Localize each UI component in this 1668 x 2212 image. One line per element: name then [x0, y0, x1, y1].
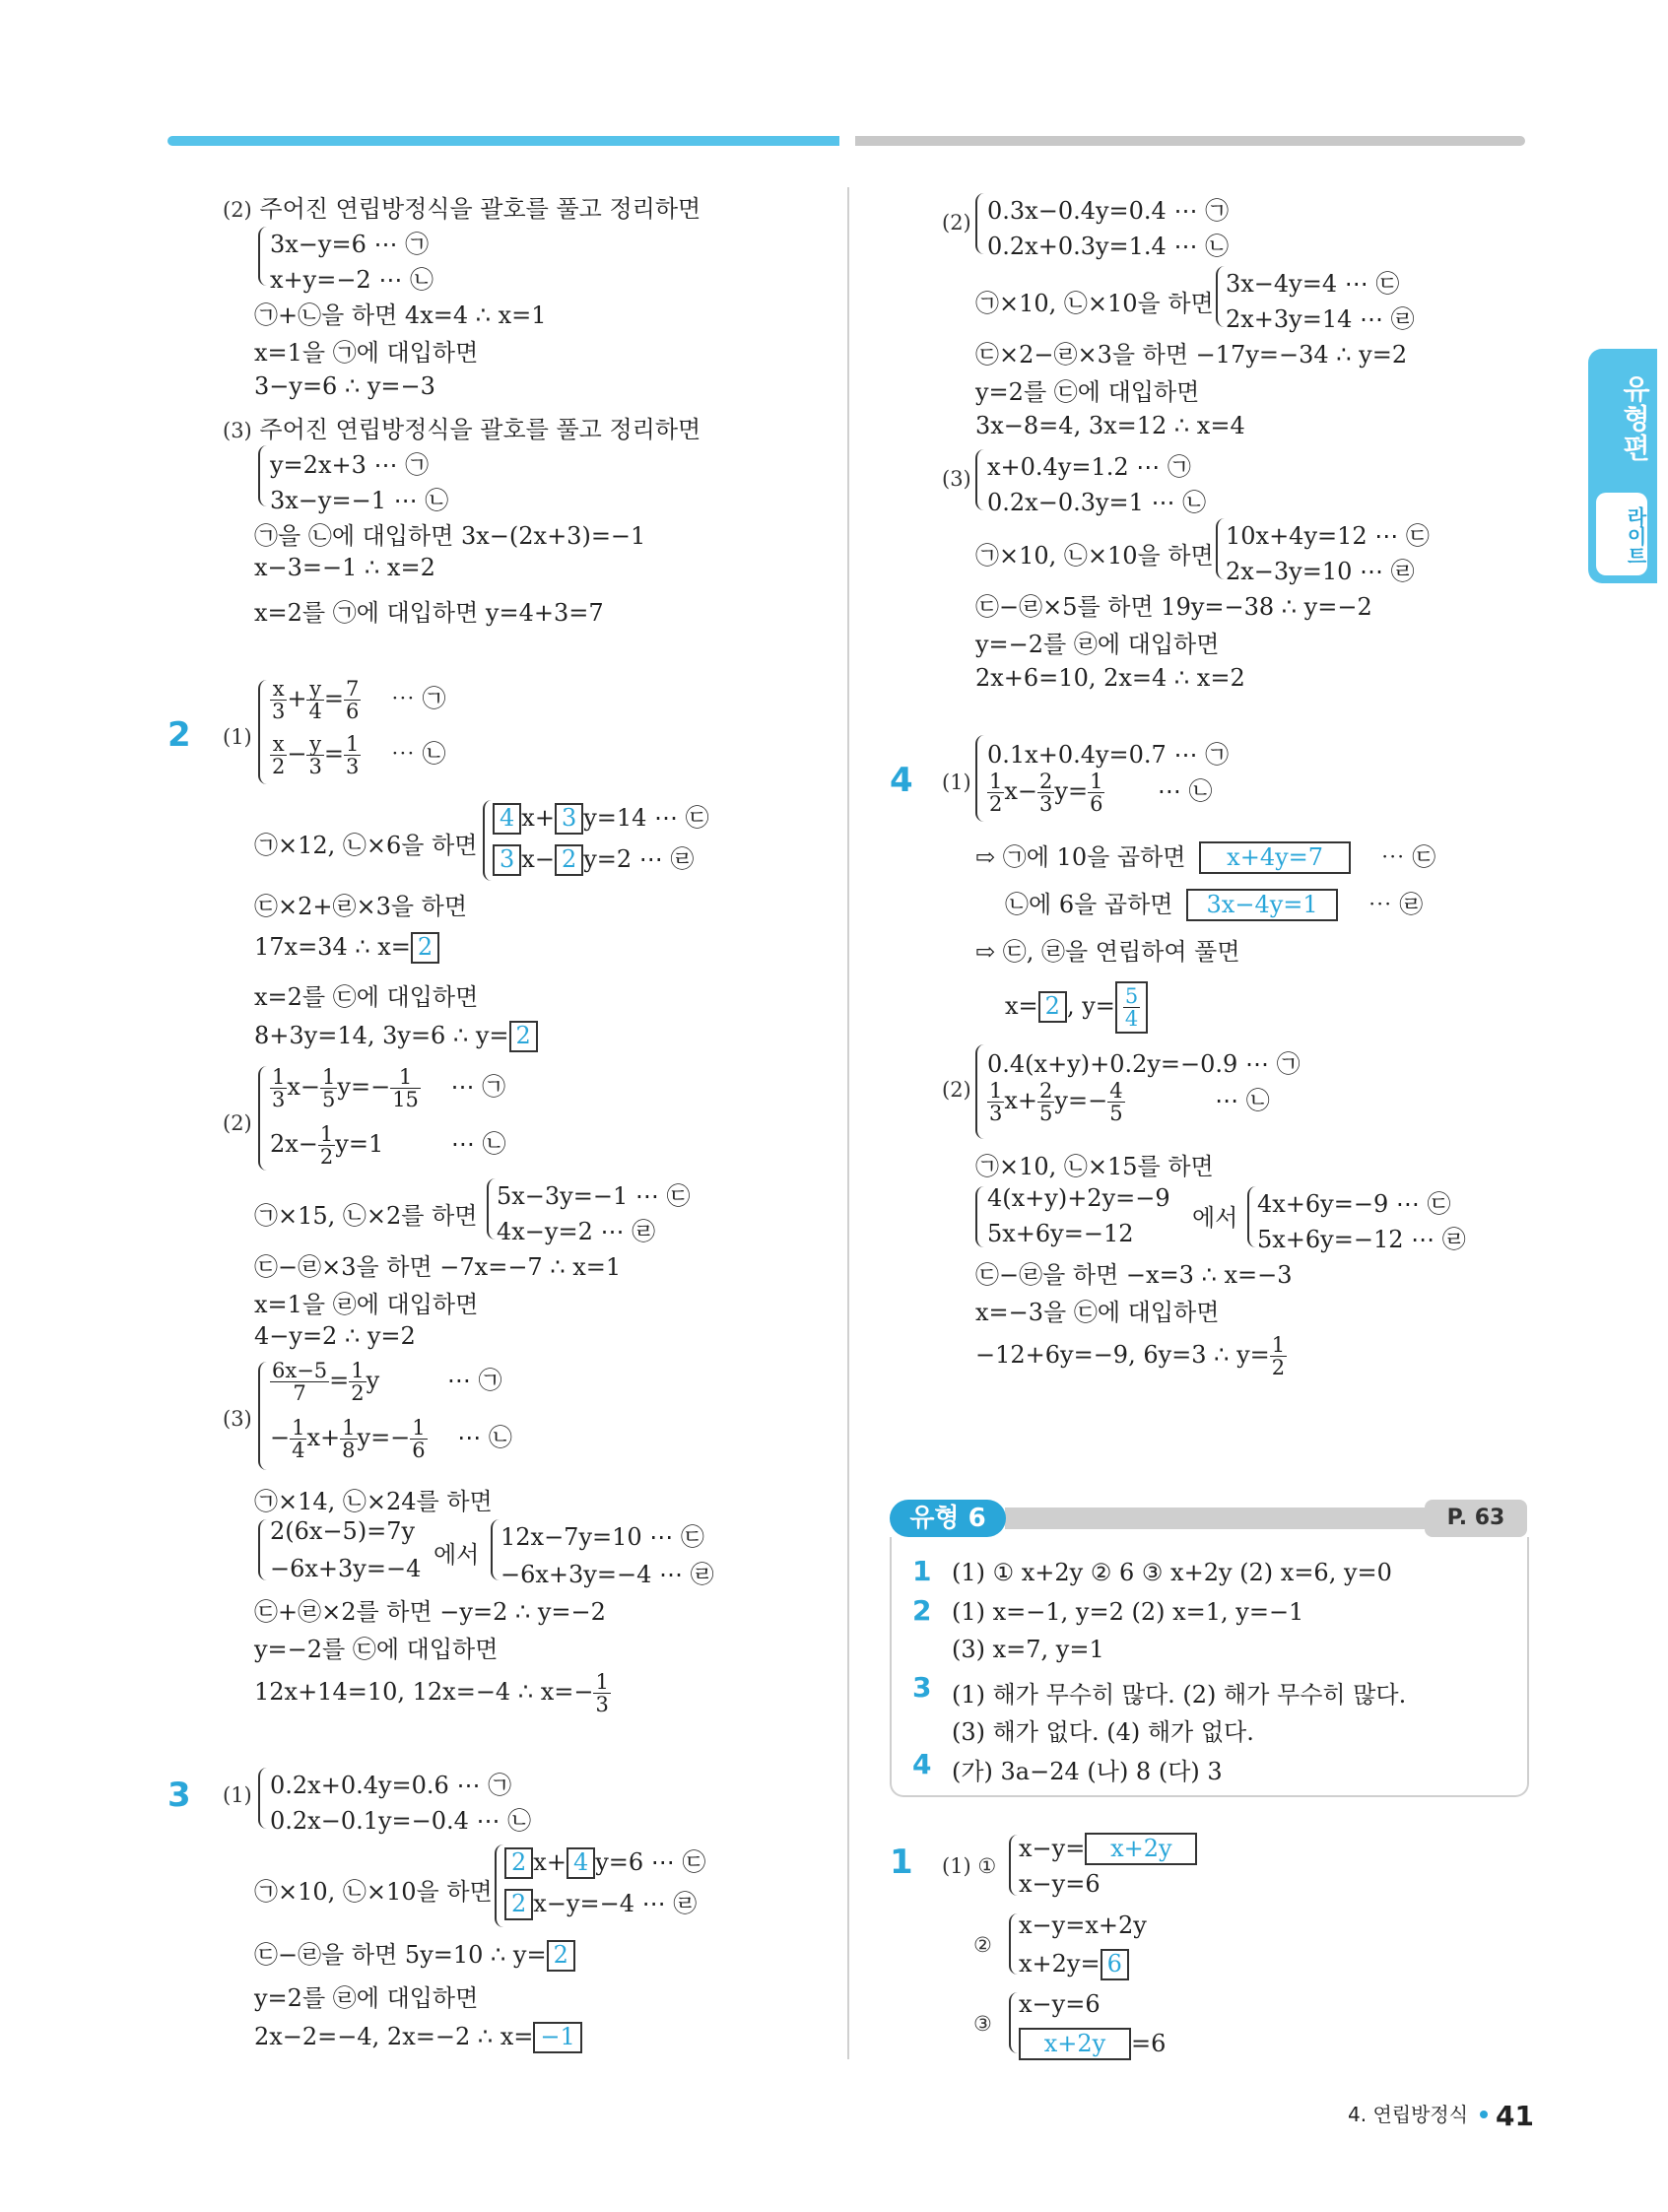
equation: $\frac{1}{3}$ x+ $\frac{2}{5}$ y=− $\frac{4}{5}$ ⋯ ㉡ — [989, 1079, 1270, 1126]
equation: x−y=x+2y — [1019, 1911, 1147, 1939]
equation: 3x−y=−1 ⋯ ㉡ — [270, 487, 449, 514]
answer-box: 4 — [567, 1847, 595, 1879]
answer-text: (1) x=−1, y=2 (2) x=1, y=−1 — [952, 1598, 1304, 1626]
answer-text: (1) 해가 무수히 많다. (2) 해가 무수히 많다. — [952, 1681, 1407, 1709]
part-label: (1) ① — [942, 1854, 997, 1878]
solution-step: ㉠을 ㉡에 대입하면 3x−(2x+3)=−1 — [254, 522, 646, 550]
solution-step: ㉠×10, ㉡×10을 하면 — [254, 1878, 493, 1906]
equation: 4x+6y=−9 ⋯ ㉢ — [1257, 1190, 1451, 1218]
solution-step: y=−2를 ㉢에 대입하면 — [254, 1636, 499, 1663]
brace — [258, 680, 267, 784]
solution-step: x=1을 ㉠에 대입하면 — [254, 339, 479, 367]
solution-step: ⇨ ㉢, ㉣을 연립하여 풀면 — [975, 938, 1240, 966]
fraction: $\frac{x}{3}$ — [272, 677, 286, 724]
intro-text: 주어진 연립방정식을 괄호를 풀고 정리하면 — [259, 195, 701, 223]
solution-step: ㉢−㉣×5를 하면 19y=−38 ∴ y=−2 — [975, 593, 1372, 621]
equation: 2x+3y=14 ⋯ ㉣ — [1226, 305, 1415, 333]
brace — [975, 193, 984, 254]
equation: x+0.4y=1.2 ⋯ ㉠ — [987, 453, 1191, 481]
equation: 3x−4y=4 ⋯ ㉢ — [1226, 270, 1400, 298]
brace — [487, 1178, 496, 1240]
solution-step: x=1을 ㉣에 대입하면 — [254, 1291, 479, 1318]
answer-box: 2 — [504, 1889, 533, 1920]
fraction: $\frac{y}{4}$ — [308, 677, 322, 724]
fraction: $\frac{5}{4}$ — [1124, 984, 1139, 1032]
solution-step: −12+6y=−9, 6y=3 ∴ y= $\frac{1}{2}$ — [975, 1333, 1286, 1380]
equation: 5x+6y=−12 — [987, 1220, 1134, 1247]
fraction: $\frac{1}{3}$ — [989, 1079, 1003, 1126]
equation: 3x−y=6 ⋯ ㉠ — [270, 231, 430, 258]
brace — [258, 1768, 267, 1829]
equation: 2 x−y=−4 ⋯ ㉣ — [504, 1884, 697, 1920]
solution-step: x−3=−1 ∴ x=2 — [254, 554, 435, 581]
solution-step: ㉠×14, ㉡×24를 하면 — [254, 1488, 493, 1515]
answer-box — [1115, 981, 1148, 1034]
equation: 0.1x+0.4y=0.7 ⋯ ㉠ — [987, 741, 1230, 769]
equation: 4 x+ 3 y=14 ⋯ ㉢ — [493, 798, 709, 835]
equation: x−y= x+2y — [1019, 1833, 1197, 1865]
problem-number: 3 — [167, 1776, 191, 1815]
fraction: $\frac{1}{2}$ — [989, 770, 1003, 817]
brace — [975, 1044, 984, 1139]
solution-step: 12x+14=10, 12x=−4 ∴ x=− $\frac{1}{3}$ — [254, 1670, 609, 1717]
answer-box: x+2y — [1019, 2028, 1131, 2060]
solution-step: ㉠×12, ㉡×6을 하면 — [254, 832, 478, 859]
fraction: $\frac{2}{3}$ — [1039, 770, 1053, 817]
equation: 0.2x+0.3y=1.4 ⋯ ㉡ — [987, 233, 1230, 260]
solution-step: 4−y=2 ∴ y=2 — [254, 1322, 416, 1350]
solution-step: ㉢+㉣×2를 하면 −y=2 ∴ y=−2 — [254, 1598, 606, 1626]
equation: −6x+3y=−4 ⋯ ㉣ — [500, 1561, 714, 1588]
equation: $\frac{1}{3}$ x− $\frac{1}{5}$ y=− $\frac{1}{15}$ ⋯ ㉠ — [272, 1065, 506, 1112]
fraction: $\frac{1}{15}$ — [392, 1065, 419, 1112]
equation: 12x−7y=10 ⋯ ㉢ — [500, 1523, 704, 1551]
part-label: (3) — [223, 1407, 252, 1431]
answer-box: 2 — [509, 1021, 538, 1052]
fraction: $\frac{1}{5}$ — [322, 1065, 336, 1112]
answer-box: x+4y=7 — [1199, 841, 1351, 874]
fraction: $\frac{1}{3}$ — [345, 732, 360, 779]
part-label: (1) — [223, 725, 252, 749]
part-label: ② — [973, 1933, 992, 1957]
equation: 5x−3y=−1 ⋯ ㉢ — [497, 1182, 691, 1210]
fraction: $\frac{1}{6}$ — [412, 1416, 426, 1463]
brace — [258, 1066, 267, 1171]
brace — [975, 735, 984, 822]
answer-number: 2 — [912, 1594, 932, 1627]
equation: 0.2x−0.1y=−0.4 ⋯ ㉡ — [270, 1807, 532, 1835]
answer-box: 3 — [555, 803, 583, 835]
problem-1-2-intro — [223, 189, 701, 224]
equation: 10x+4y=12 ⋯ ㉢ — [1226, 522, 1430, 550]
fraction: $\frac{1}{3}$ — [272, 1065, 286, 1112]
solution-step: 2x−2=−4, 2x=−2 ∴ x= −1 — [254, 2022, 582, 2053]
answer-box: 2 — [555, 844, 583, 876]
answer-box: 2 — [504, 1847, 533, 1879]
page-footer — [1348, 2099, 1534, 2132]
solution-step: ㉢−㉣을 하면 −x=3 ∴ x=−3 — [975, 1261, 1293, 1289]
fraction: $\frac{2}{5}$ — [1039, 1079, 1053, 1126]
problem-number: 4 — [890, 761, 913, 800]
answer-box: 2 — [411, 932, 439, 964]
answer-number: 1 — [912, 1555, 932, 1587]
brace — [975, 449, 984, 510]
part-label: (2) — [223, 198, 252, 222]
fraction: $\frac{1}{6}$ — [1090, 770, 1103, 817]
part-label: (2) — [942, 211, 971, 235]
part-label: (3) — [223, 419, 252, 442]
connector-text: 에서 — [1192, 1204, 1238, 1232]
equation: 5x+6y=−12 ⋯ ㉣ — [1257, 1226, 1466, 1253]
column-divider — [847, 187, 849, 2059]
equation: 0.2x−0.3y=1 ⋯ ㉡ — [987, 489, 1207, 516]
answer-number: 3 — [912, 1671, 932, 1704]
solution-step: x=2를 ㉢에 대입하면 — [254, 983, 479, 1011]
brace — [1009, 1992, 1018, 2053]
equation: x−y=6 — [1019, 1990, 1101, 2018]
answer-number: 4 — [912, 1748, 932, 1780]
equation: 0.2x+0.4y=0.6 ⋯ ㉠ — [270, 1772, 512, 1799]
part-label: (2) — [942, 1078, 971, 1102]
problem-1-3-intro — [223, 410, 701, 444]
part-label: (2) — [223, 1111, 252, 1135]
part-label: (1) — [942, 771, 971, 794]
brace — [1247, 1186, 1256, 1247]
fraction: $\frac{x}{2}$ — [272, 732, 286, 779]
answer-box: 2 — [1038, 991, 1067, 1023]
solution-step: ㉠×15, ㉡×2를 하면 — [254, 1202, 478, 1230]
equation: 2(6x−5)=7y — [270, 1517, 416, 1545]
brace — [1009, 1913, 1018, 1975]
solution-step: x=2를 ㉠에 대입하면 y=4+3=7 — [254, 599, 604, 627]
part-label: (1) — [223, 1783, 252, 1807]
side-tab-label-top: 유형편 — [1619, 374, 1651, 463]
footer-dot — [1480, 2111, 1488, 2118]
fraction: $\frac{1}{2}$ — [351, 1359, 365, 1406]
problem-number: 1 — [890, 1843, 913, 1882]
equation: $\frac{x}{2}$ − $\frac{y}{3}$ = $\frac{1}{3}$ ⋯ ㉡ — [272, 732, 446, 779]
brace — [258, 1362, 267, 1470]
problem-number: 2 — [167, 715, 191, 755]
answer-box: 6 — [1101, 1949, 1129, 1980]
answer-text: (1) ① x+2y ② 6 ③ x+2y (2) x=6, y=0 — [952, 1559, 1392, 1586]
solution-step: ㉢−㉣을 하면 5y=10 ∴ y= 2 — [254, 1935, 575, 1972]
solution-step: y=−2를 ㉣에 대입하면 — [975, 631, 1220, 658]
answer-text: (3) x=7, y=1 — [952, 1636, 1104, 1663]
brace — [258, 227, 267, 286]
side-tab-label-bottom: 라이트 — [1596, 493, 1647, 575]
solution-step: 3x−8=4, 3x=12 ∴ x=4 — [975, 412, 1245, 439]
equation: 2x− $\frac{1}{2}$ y=1 ⋯ ㉡ — [270, 1122, 506, 1170]
solution-step: y=2를 ㉢에 대입하면 — [975, 378, 1200, 406]
equation: − $\frac{1}{4}$ x+ $\frac{1}{8}$ y=− $\frac{1}{6}$ ⋯ ㉡ — [270, 1416, 512, 1463]
fraction: $\frac{y}{3}$ — [308, 732, 322, 779]
fraction: $\frac{1}{3}$ — [595, 1670, 609, 1717]
part-label: (3) — [942, 467, 971, 491]
fraction: $\frac{6x-5}{7}$ — [272, 1359, 328, 1406]
equation: x+2y =6 — [1019, 2028, 1166, 2060]
answer-box: x+2y — [1085, 1833, 1197, 1865]
equation: 4x−y=2 ⋯ ㉣ — [497, 1218, 656, 1245]
intro-text: 주어진 연립방정식을 괄호를 풀고 정리하면 — [259, 416, 701, 443]
answer-text: (가) 3a−24 (나) 8 (다) 3 — [952, 1758, 1223, 1785]
top-accent-bar-right — [855, 136, 1525, 146]
type6-page-ref: P. 63 — [1425, 1500, 1527, 1537]
fraction: $\frac{4}{5}$ — [1109, 1079, 1123, 1126]
brace — [495, 1844, 503, 1927]
equation: 2x−3y=10 ⋯ ㉣ — [1226, 558, 1415, 585]
equation: $\frac{1}{2}$ x− $\frac{2}{3}$ y= $\frac{1}{6}$ ⋯ ㉡ — [989, 770, 1213, 817]
answer-box: 4 — [493, 803, 521, 835]
solution-step: 17x=34 ∴ x= 2 — [254, 932, 439, 964]
solution-step: 8+3y=14, 3y=6 ∴ y= 2 — [254, 1021, 538, 1052]
equation: 0.4(x+y)+0.2y=−0.9 ⋯ ㉠ — [987, 1050, 1301, 1078]
type6-header-bar — [1005, 1508, 1438, 1529]
fraction: $\frac{7}{6}$ — [345, 677, 360, 724]
answer-box: 3 — [493, 844, 521, 876]
solution-step: ㉠×10, ㉡×10을 하면 — [975, 542, 1214, 570]
equation: y=2x+3 ⋯ ㉠ — [270, 451, 430, 479]
page-number: 41 — [1496, 2100, 1535, 2132]
brace — [258, 445, 267, 506]
brace — [483, 800, 492, 881]
fraction: $\frac{1}{2}$ — [319, 1122, 334, 1170]
connector-text: 에서 — [434, 1541, 480, 1569]
solution-step: ㉢×2−㉣×3을 하면 −17y=−34 ∴ y=2 — [975, 341, 1408, 369]
answer-text: (3) 해가 없다. (4) 해가 없다. — [952, 1718, 1254, 1746]
chapter-title: 4. 연립방정식 — [1348, 2103, 1469, 2126]
part-label: ③ — [973, 2012, 992, 2036]
brace — [491, 1519, 500, 1580]
equation: 4(x+y)+2y=−9 — [987, 1184, 1170, 1212]
equation: 2 x+ 4 y=6 ⋯ ㉢ — [504, 1843, 705, 1879]
equation: x+y=−2 ⋯ ㉡ — [270, 266, 434, 294]
solution-step: ㉡에 6을 곱하면 3x−4y=1 ⋯ ㉣ — [1005, 885, 1423, 921]
equation: 0.3x−0.4y=0.4 ⋯ ㉠ — [987, 197, 1230, 225]
brace — [1216, 518, 1225, 579]
solution-step: ⇨ ㉠에 10을 곱하면 x+4y=7 ⋯ ㉢ — [975, 838, 1435, 874]
brace — [1009, 1835, 1018, 1896]
solution-step: ㉠+㉡을 하면 4x=4 ∴ x=1 — [254, 302, 547, 329]
solution-step: 3−y=6 ∴ y=−3 — [254, 372, 435, 400]
brace — [975, 1186, 984, 1247]
equation: −6x+3y=−4 — [270, 1555, 422, 1582]
fraction: $\frac{1}{4}$ — [292, 1416, 305, 1463]
solution-step: x=−3을 ㉢에 대입하면 — [975, 1299, 1220, 1326]
equation: $\frac{x}{3}$ + $\frac{y}{4}$ = $\frac{7}{6}$ ⋯ ㉠ — [272, 677, 446, 724]
solution-answer: x= 2 , y= $\frac{5}{4}$ — [1005, 981, 1148, 1034]
answer-box: −1 — [533, 2022, 581, 2053]
solution-step: ㉢×2+㉣×3을 하면 — [254, 893, 468, 920]
equation: $\frac{6x-5}{7}$ = $\frac{1}{2}$ y ⋯ ㉠ — [272, 1359, 502, 1406]
type6-label: 유형 6 — [890, 1500, 1006, 1537]
brace — [258, 1519, 267, 1580]
equation: 3 x− 2 y=2 ⋯ ㉣ — [493, 839, 694, 876]
solution-step: y=2를 ㉣에 대입하면 — [254, 1984, 479, 2012]
solution-step: ㉢−㉣×3을 하면 −7x=−7 ∴ x=1 — [254, 1253, 622, 1281]
solution-step: ㉠×10, ㉡×10을 하면 — [975, 290, 1214, 317]
fraction: $\frac{1}{2}$ — [1271, 1333, 1286, 1380]
fraction: $\frac{1}{8}$ — [342, 1416, 356, 1463]
top-accent-bar-left — [167, 136, 839, 146]
equation: x+2y= 6 — [1019, 1949, 1129, 1980]
brace — [1216, 266, 1225, 327]
equation: x−y=6 — [1019, 1870, 1101, 1898]
solution-step: 2x+6=10, 2x=4 ∴ x=2 — [975, 664, 1245, 692]
solution-step: ㉠×10, ㉡×15를 하면 — [975, 1153, 1214, 1180]
answer-box: 3x−4y=1 — [1186, 889, 1338, 921]
answer-box: 2 — [547, 1940, 575, 1972]
